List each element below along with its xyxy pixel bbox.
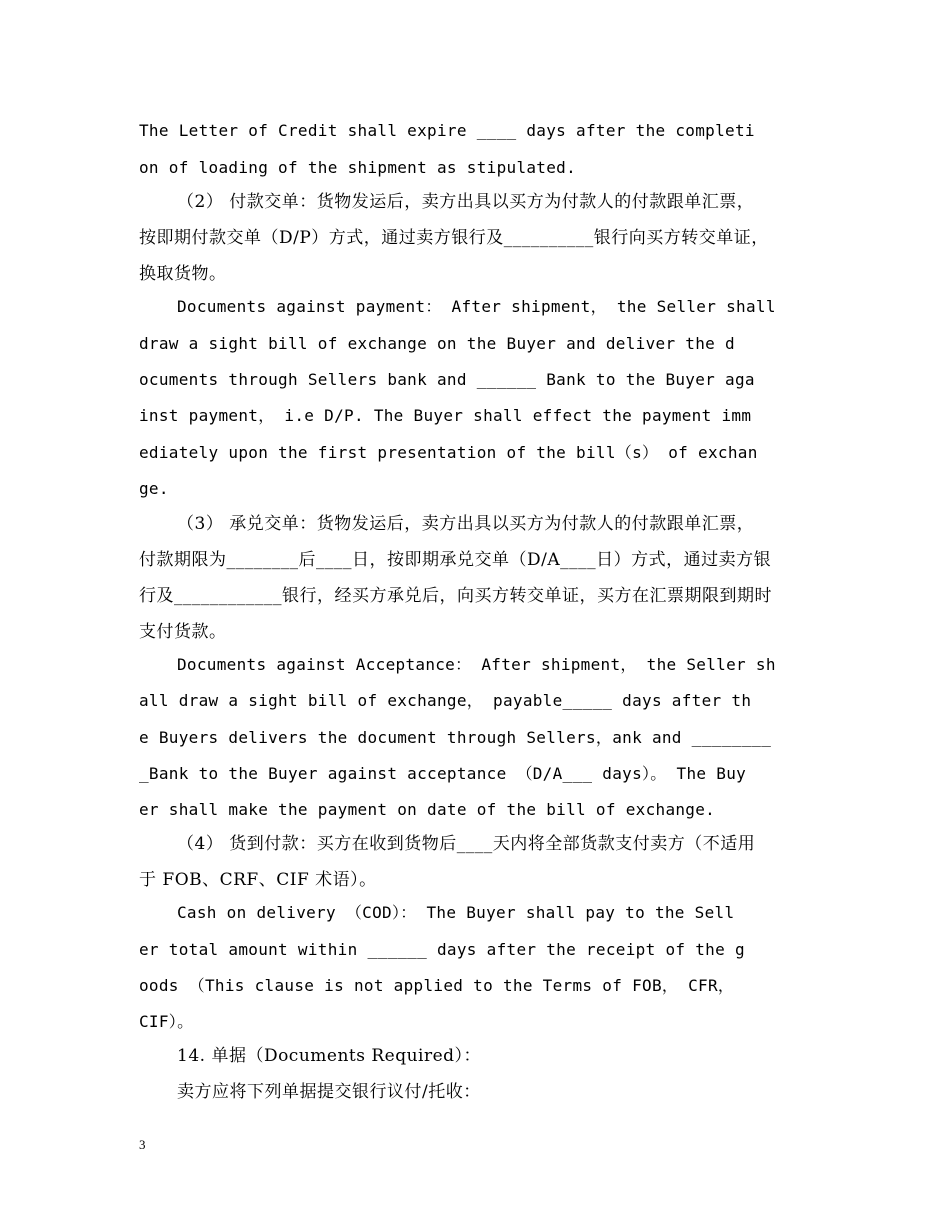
text-line: Documents against Acceptance： After shipment， the Seller sh <box>177 655 776 674</box>
page-number: 3 <box>139 1137 146 1152</box>
text-line: e Buyers delivers the document through Sellers，ank and ________ <box>139 728 772 747</box>
text-line: oods （This clause is not applied to the Terms of FOB， CFR， <box>139 976 735 995</box>
text-line: 于 FOB、CRF、CIF 术语）。 <box>139 870 377 890</box>
text-line: 换取货物。 <box>139 264 227 284</box>
section-heading: 14. 单据（Documents Required）： <box>177 1046 482 1066</box>
text-line: Cash on delivery （COD）： The Buyer shall pay to the Sell <box>177 903 735 922</box>
text-line: inst payment， i.e D/P. The Buyer shall effect the payment imm <box>139 406 752 425</box>
text-line: 付款期限为________后____日，按即期承兑交单（D/A____日）方式，通过卖方银 <box>139 550 772 570</box>
text-line: on of loading of the shipment as stipulated. <box>139 158 577 177</box>
text-line: 卖方应将下列单据提交银行议付/托收： <box>177 1082 481 1102</box>
text-line: （3） 承兑交单：货物发运后，卖方出具以买方为付款人的付款跟单汇票， <box>177 514 755 534</box>
text-line: CIF）。 <box>139 1012 194 1031</box>
text-line: The Letter of Credit shall expire ____ days after the completi <box>139 121 755 140</box>
text-line: ge. <box>139 479 169 498</box>
text-line: draw a sight bill of exchange on the Buyer and deliver the d <box>139 334 735 353</box>
text-line: ediately upon the first presentation of the bill（s） of exchan <box>139 443 758 462</box>
text-line: _Bank to the Buyer against acceptance （D/A___ days）。 The Buy <box>139 764 747 783</box>
text-line: ocuments through Sellers bank and ______ Bank to the Buyer aga <box>139 370 755 389</box>
text-line: （2） 付款交单：货物发运后，卖方出具以买方为付款人的付款跟单汇票， <box>177 192 755 212</box>
text-line: Documents against payment： After shipment， the Seller shall <box>177 297 776 316</box>
text-line: 行及____________银行，经买方承兑后，向买方转交单证，买方在汇票期限到期时 <box>139 586 772 606</box>
text-line: 支付货款。 <box>139 622 227 642</box>
text-line: （4） 货到付款：买方在收到货物后____天内将全部货款支付卖方（不适用 <box>177 834 756 854</box>
text-line: 按即期付款交单（D/P）方式，通过卖方银行及__________银行向买方转交单证， <box>139 228 769 248</box>
text-line: all draw a sight bill of exchange， payable_____ days after th <box>139 691 752 710</box>
text-line: er shall make the payment on date of the bill of exchange. <box>139 800 716 819</box>
text-line: er total amount within ______ days after the receipt of the g <box>139 940 745 959</box>
